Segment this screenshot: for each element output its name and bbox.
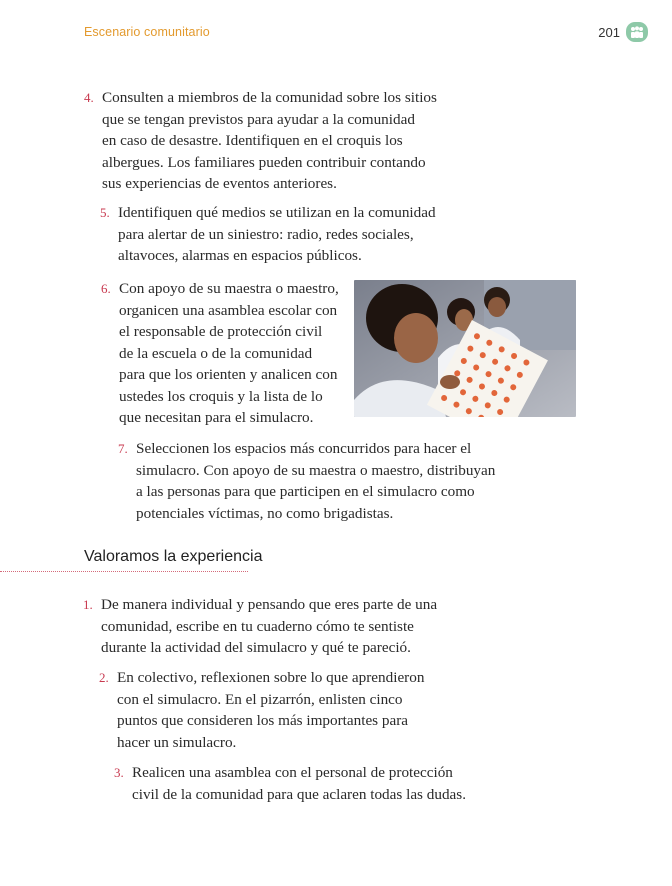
step-line: el responsable de protección civil bbox=[119, 323, 323, 340]
step-number: 2. bbox=[99, 670, 109, 685]
step-line: De manera individual y pensando que eres parte de una bbox=[101, 596, 438, 613]
step-line: civil de la comunidad para que aclaren todas las dudas. bbox=[132, 785, 466, 803]
step-number: 3. bbox=[114, 765, 124, 780]
step-line: organicen una asamblea escolar con bbox=[119, 301, 338, 319]
step-number: 6. bbox=[101, 281, 111, 296]
step-line: que necesitan para el simulacro. bbox=[119, 409, 314, 426]
step-line: En colectivo, reflexionen sobre lo que aprendieron bbox=[117, 669, 425, 686]
step-line: potenciales víctimas, no como brigadistas. bbox=[136, 504, 394, 522]
step-line: durante la actividad del simulacro y qué te pareció. bbox=[101, 639, 411, 656]
step-line: de la escuela o de la comunidad bbox=[119, 344, 313, 362]
step-line: en caso de desastre. Identifiquen en el croquis los bbox=[102, 132, 403, 149]
step-line: albergues. Los familiares pueden contribuir contando bbox=[102, 153, 426, 171]
step-line: Con apoyo de su maestra o maestro, bbox=[119, 280, 339, 297]
list-item bbox=[100, 202, 458, 267]
step-number: 7. bbox=[118, 441, 128, 456]
step-number: 4. bbox=[84, 90, 94, 105]
step-line: para alertar de un siniestro: radio, redes sociales, bbox=[118, 225, 414, 243]
step-line: que se tengan previstos para ayudar a la comunidad bbox=[102, 110, 415, 128]
step-line: simulacro. Con apoyo de su maestra o maestro, distribuyan bbox=[136, 461, 496, 479]
list-item bbox=[83, 594, 471, 659]
children-reading-chart-photo bbox=[354, 280, 576, 417]
step-line: Seleccionen los espacios más concurridos para hacer el bbox=[136, 440, 472, 457]
page-number-group bbox=[598, 22, 648, 42]
step-line: altavoces, alarmas en espacios públicos. bbox=[118, 247, 362, 264]
section-label: Escenario comunitario bbox=[84, 25, 210, 39]
community-icon bbox=[626, 22, 648, 42]
list-item bbox=[118, 438, 516, 524]
step-line: puntos que consideren los más importantes para bbox=[117, 712, 409, 729]
step-line: sus experiencias de eventos anteriores. bbox=[102, 175, 337, 192]
step-line: Realicen una asamblea con el personal de protección bbox=[132, 764, 453, 781]
step-line: a las personas para que participen en el simulacro como bbox=[136, 483, 475, 500]
section-title: Valoramos la experiencia bbox=[84, 548, 263, 565]
section-divider bbox=[0, 571, 248, 572]
step-line: Consulten a miembros de la comunidad sobre los sitios bbox=[102, 89, 437, 106]
page-number: 201 bbox=[598, 24, 620, 40]
step-line: ustedes los croquis y la lista de lo bbox=[119, 387, 323, 405]
step-line: hacer un simulacro. bbox=[117, 733, 237, 751]
list-item bbox=[99, 667, 447, 753]
step-number: 5. bbox=[100, 205, 110, 220]
step-number: 1. bbox=[83, 597, 93, 612]
step-line: Identifiquen qué medios se utilizan en la comunidad bbox=[118, 204, 436, 221]
list-item bbox=[114, 762, 492, 805]
step-line: con el simulacro. En el pizarrón, enlisten cinco bbox=[117, 690, 403, 708]
step-line: comunidad, escribe en tu cuaderno cómo te sentiste bbox=[101, 617, 414, 635]
list-item bbox=[84, 87, 482, 195]
step-line: para que los orienten y analicen con bbox=[119, 366, 338, 383]
list-item bbox=[101, 278, 354, 429]
